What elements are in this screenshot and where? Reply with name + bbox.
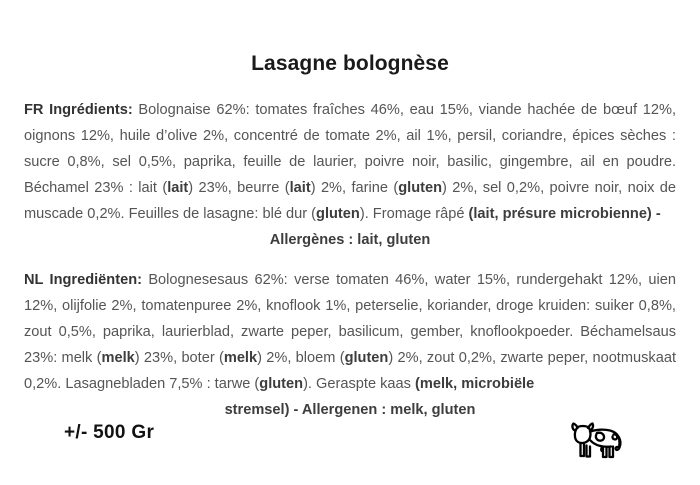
ingredients-paragraph-nl: [24, 267, 676, 424]
fr-text-1: Bolognaise 62%: tomates fraîches 46%, eau 15%, viande hachée de bœuf 12%, oignons 12%, huile d’olive 2%, concentré de tomate 2%, ail 1%, persil, coriandre, épices sèches : sucre 0,8%, sel 0,5%, paprika, feuille de laurier, poivre noir, basilic, gingembre, ail en poudre. Béchamel 23% : lait (: [24, 102, 676, 197]
fr-text-2: ) 23%, beurre (: [188, 180, 290, 197]
fr-text-4: ) 2%, sel 0,2%, poivre noir, noix de muscade 0,2%. Feuilles de lasagne: blé dur (: [24, 180, 676, 223]
nl-allergen-3: gluten: [344, 350, 389, 367]
nl-text-4: ) 2%, zout 0,2%, zwarte peper, nootmuskaat 0,2%. Lasagnebladen 7,5% : tarwe (: [24, 350, 677, 393]
nl-text-5: ). Geraspte kaas: [303, 376, 415, 393]
fr-text-3: ) 2%, farine (: [310, 180, 399, 197]
net-weight-label: +/- 500 Gr: [64, 422, 155, 443]
ingredients-paragraph-fr: [24, 97, 676, 254]
page-title: Lasagne bolognèse: [251, 52, 449, 75]
nl-text-1: Bolognesesaus 62%: verse tomaten 46%, water 15%, rundergehakt 12%, uien 12%, olijfolie 2%, tomatenpuree 2%, knoflook 1%, peterselie, koriander, droge kruiden: suiker 0,8%, zout 0,5%, paprika, laurierblad, zwarte peper, basilicum, gember, knoflookpoeder. Béchamelsaus 23%: melk (: [24, 272, 676, 367]
fr-text-5: ). Fromage râpé: [359, 206, 469, 223]
fr-allergen-3: gluten: [398, 180, 442, 197]
nl-allergen-2: melk: [223, 350, 258, 367]
fr-allergen-5: (lait, présure microbienne) -: [468, 206, 661, 223]
language-label-fr: FR Ingrédients:: [24, 102, 133, 118]
nl-allergen-4: gluten: [259, 376, 304, 393]
cow-icon: [566, 416, 630, 470]
language-label-nl: NL Ingrediënten:: [24, 272, 142, 288]
nl-text-3: ) 2%, bloem (: [257, 350, 345, 367]
fr-allergen-4: gluten: [316, 206, 360, 223]
fr-allergen-2: lait: [289, 180, 311, 197]
nl-allergen-summary: stremsel) - Allergenen : melk, gluten: [224, 402, 476, 419]
fr-allergen-summary: Allergènes : lait, gluten: [269, 232, 431, 249]
nl-allergen-5: (melk, microbiële: [415, 376, 535, 393]
nl-text-2: ) 23%, boter (: [134, 350, 224, 367]
fr-allergen-1: lait: [167, 180, 189, 197]
nl-allergen-1: melk: [101, 350, 135, 367]
